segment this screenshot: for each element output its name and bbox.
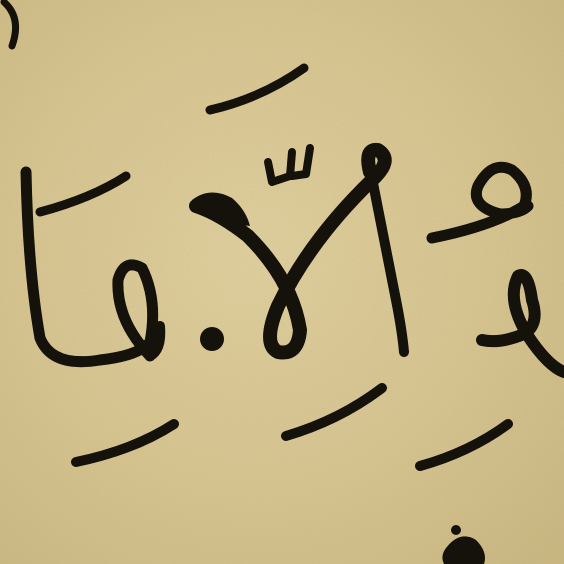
bottom-dot	[451, 525, 461, 535]
dot-mark	[200, 327, 224, 351]
